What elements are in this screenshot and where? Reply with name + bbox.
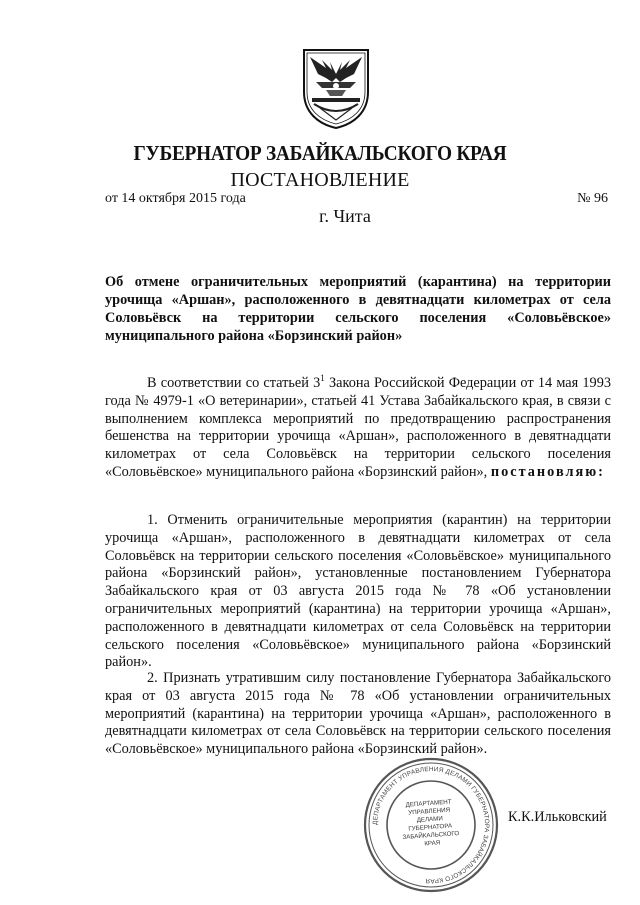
article-superscript: 1: [320, 373, 325, 384]
document-city: г. Чита: [319, 206, 371, 226]
signer-name: К.К.Ильковский: [508, 809, 607, 825]
document-number: № 96: [577, 191, 608, 206]
decree-word: постановляю:: [490, 463, 605, 480]
official-seal-icon: [355, 755, 507, 895]
document-date: от 14 октября 2015 года: [105, 191, 246, 206]
seal-line-2: УПРАВЛЕНИЯ: [408, 806, 451, 817]
seal-line-3: ДЕЛАМИ: [416, 815, 444, 824]
document-subject: Об отмене ограничительных мероприятий (карантина) на территории урочища «Аршан», расположенного в девятнадцати километрах от села Соловьёвск на территории сельского поселения «Соловьёвское» муниципального района «Борзинский район»: [105, 274, 611, 344]
preamble-text-1: В соответствии со статьей 3: [147, 375, 321, 391]
item-2-text: 2. Признать утратившим силу постановление Губернатора Забайкальского края от 03 августа 2015 года № 78 «Об установлении ограничительных мероприятий (карантина) на территории урочища «Аршан», расположенного в девятнадцати километрах от села Соловьёвск на территории сельского поселения «Соловьёвское» муниципального района «Борзинский район».: [105, 670, 611, 758]
item-1-text: 1. Отменить ограничительные мероприятия (карантин) на территории урочища «Аршан», расположенного в девятнадцати километрах от села Соловьёвск на территории сельского поселения «Соловьёвское» муниципального района «Борзинский район», установленные постановлением Губернатора Забайкальского края от 03 августа 2015 года № 78 «Об установлении ограничительных мероприятий (карантина) на территории урочища «Аршан», расположенного в девятнадцати километрах от села Соловьёвск на территории сельского поселения «Соловьёвское» муниципального района «Борзинский район».: [105, 512, 611, 671]
seal-line-1: ДЕПАРТАМЕНТ: [405, 798, 452, 809]
seal-line-4: ГУБЕРНАТОРА: [408, 822, 453, 833]
item-1-paragraph: [105, 512, 611, 672]
seal-line-6: КРАЯ: [424, 839, 441, 848]
seal-ring-text: ДЕПАРТАМЕНТ УПРАВЛЕНИЯ ДЕЛАМИ ГУБЕРНАТОРА ЗАБАЙКАЛЬСКОГО КРАЯ: [371, 765, 491, 885]
coat-of-arms-icon: [296, 48, 376, 130]
seal-line-5: ЗАБАЙКАЛЬСКОГО: [402, 830, 460, 842]
preamble-paragraph: [105, 375, 611, 482]
document-type: ПОСТАНОВЛЕНИЕ: [230, 169, 410, 191]
issuer-title: ГУБЕРНАТОР ЗАБАЙКАЛЬСКОГО КРАЯ: [133, 141, 507, 165]
item-2-paragraph: [105, 670, 611, 759]
preamble-text-2: Закона Российской Федерации от 14 мая 1993 года № 4979-1 «О ветеринарии», статьей 41 Устава Забайкальского края, в связи с выполнением комплекса мероприятий по предотвращению распространения бешенства на территории урочища «Аршан», расположенного в девятнадцати километрах от села Соловьёвск на территории сельского поселения «Соловьёвское» муниципального района «Борзинский район»,: [105, 375, 611, 480]
svg-text:ДЕПАРТАМЕНТ УПРАВЛЕНИЯ: [400, 798, 462, 849]
